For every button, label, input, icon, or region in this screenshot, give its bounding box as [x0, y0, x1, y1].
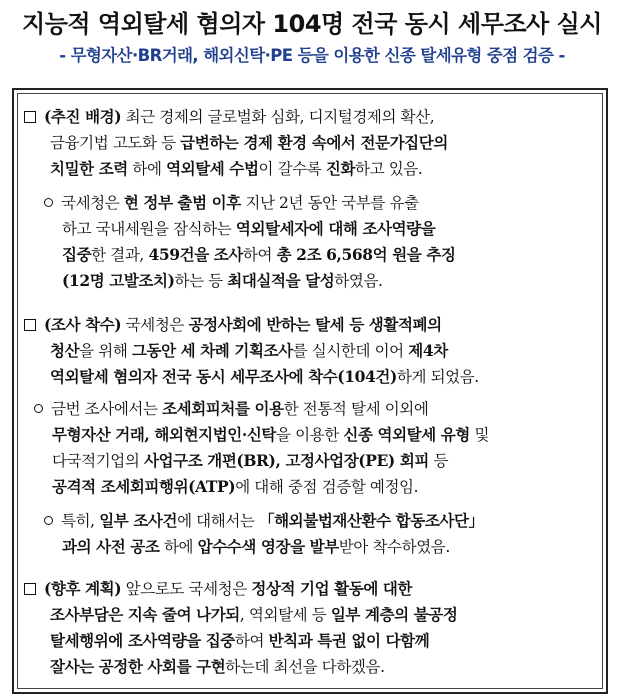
sub-item-joint-investigation [44, 508, 600, 560]
paragraph-line: (추진 배경) 최근 경제의 글로벌화 심화, 디지털경제의 확산, [24, 104, 600, 130]
paragraph-line: 잘사는 공정한 사회를 구현하는데 최선을 다하겠음. [50, 657, 385, 676]
paragraph-line: 다국적기업의 사업구조 개편(BR), 고정사업장(PE) 회피 등 [52, 451, 449, 470]
page-title: 지능적 역외탈세 혐의자 104명 전국 동시 세무조사 실시 [22, 10, 602, 38]
circle-bullet-icon [34, 404, 43, 413]
circle-bullet-icon [44, 516, 53, 525]
square-bullet-icon [24, 111, 36, 123]
paragraph-line: 역외탈세 혐의자 전국 동시 세무조사에 착수(104건)하게 되었음. [50, 367, 479, 386]
square-bullet-icon [24, 583, 36, 595]
sub-item-new-types [34, 396, 600, 500]
paragraph-line: (12명 고발조치)하는 등 최대실적을 달성하였음. [62, 271, 383, 290]
paragraph-line: 탈세행위에 조사역량을 집중하여 반칙과 특권 없이 다함께 [50, 631, 430, 650]
sub-item-nts-results [44, 190, 600, 294]
paragraph-line: 치밀한 조력 하에 역외탈세 수법이 갈수록 진화하고 있음. [50, 159, 423, 178]
paragraph-line: 하고 국내세원을 잠식하는 역외탈세자에 대해 조사역량을 [62, 219, 436, 238]
section-background [24, 104, 600, 182]
paragraph-line: 국세청은 현 정부 출범 이후 지난 2년 동안 국부를 유출 [44, 190, 600, 216]
paragraph-line: 무형자산 거래, 해외현지법인·신탁을 이용한 신종 역외탈세 유형 및 [52, 425, 490, 444]
section-investigation [24, 312, 600, 390]
paragraph-line: 집중한 결과, 459건을 조사하여 총 2조 6,568억 원을 추징 [62, 245, 456, 264]
paragraph-line: (조사 착수) 국세청은 공정사회에 반하는 탈세 등 생활적폐의 [24, 312, 600, 338]
paragraph-line: 공격적 조세회피행위(ATP)에 대해 중점 검증할 예정임. [52, 477, 419, 496]
circle-bullet-icon [44, 198, 53, 207]
page-subtitle: - 무형자산·BR거래, 해외신탁·PE 등을 이용한 신종 탈세유형 중점 검증 - [59, 46, 565, 65]
paragraph-line: 청산을 위해 그동안 세 차례 기획조사를 실시한데 이어 제4차 [50, 341, 448, 360]
square-bullet-icon [24, 319, 36, 331]
content-box [12, 88, 608, 694]
paragraph-line: 특히, 일부 조사건에 대해서는 「해외불법재산환수 합동조사단」 [44, 508, 600, 534]
paragraph-line: 금번 조사에서는 조세회피처를 이용한 전통적 탈세 이외에 [34, 396, 600, 422]
section-future-plan [24, 576, 600, 680]
paragraph-line: 금융기법 고도화 등 급변하는 경제 환경 속에서 전문가집단의 [50, 133, 448, 152]
paragraph-line: 조사부담은 지속 줄여 나가되, 역외탈세 등 일부 계층의 불공정 [50, 605, 458, 624]
paragraph-line: (향후 계획) 앞으로도 국세청은 정상적 기업 활동에 대한 [24, 576, 600, 602]
paragraph-line: 과의 사전 공조 하에 압수수색 영장을 발부받아 착수하였음. [62, 537, 450, 556]
